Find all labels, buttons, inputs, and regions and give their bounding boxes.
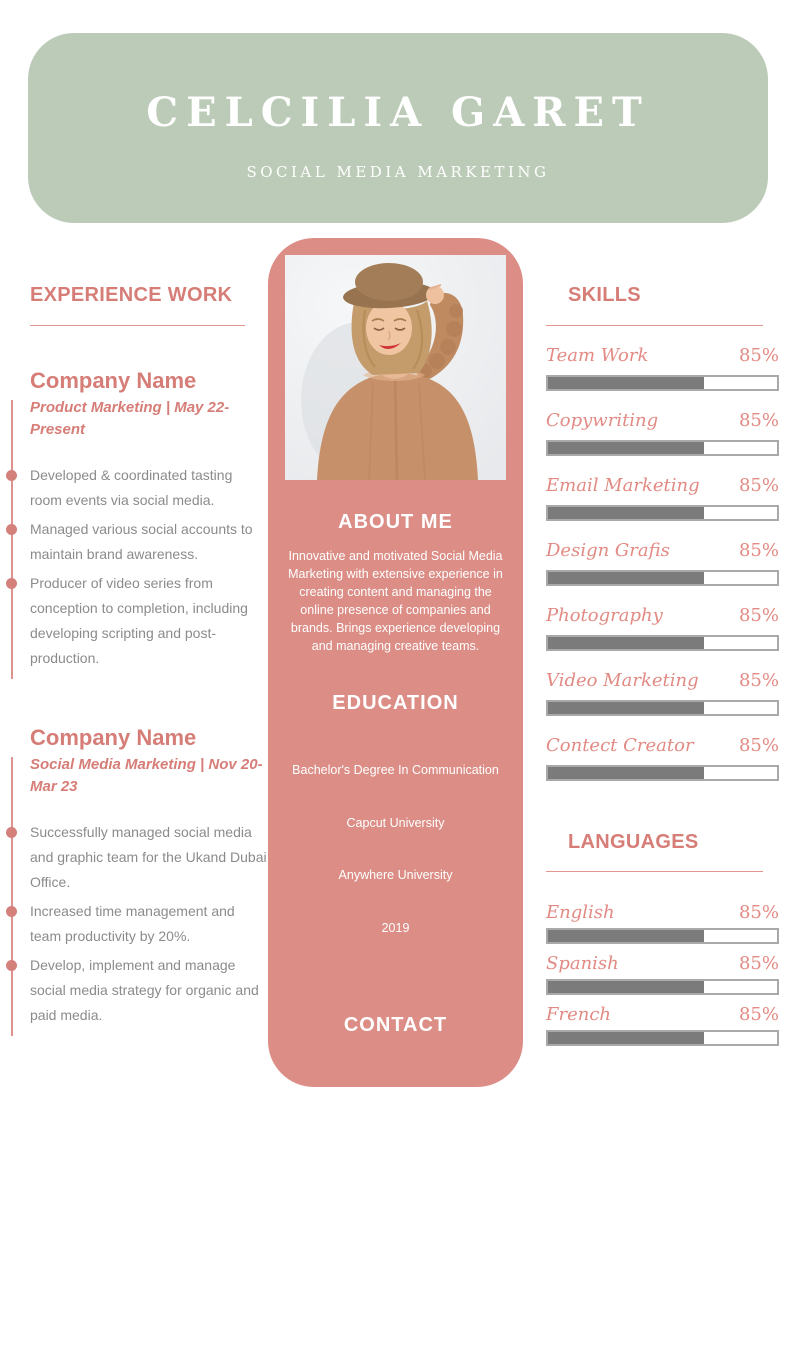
skill-bar bbox=[546, 440, 779, 456]
experience-heading: EXPERIENCE WORK bbox=[30, 284, 233, 306]
language-name: French bbox=[546, 1004, 612, 1025]
experience-divider bbox=[30, 325, 245, 326]
contact-address-line: Anywhere City, ST 1234 bbox=[328, 1295, 463, 1309]
skill-percent: 85% bbox=[738, 735, 779, 756]
skill-item bbox=[546, 669, 779, 716]
skill-bar bbox=[546, 765, 779, 781]
skill-bar-fill bbox=[548, 572, 704, 584]
contact-lines bbox=[268, 1049, 523, 1347]
education-line: 2019 bbox=[381, 920, 410, 935]
job-entry bbox=[0, 368, 268, 685]
language-item bbox=[546, 902, 779, 944]
skill-item bbox=[546, 604, 779, 651]
bullet-item: Develop, implement and manage social media strategy for organic and paid media. bbox=[30, 953, 268, 1028]
bullet-item: Increased time management and team productivity by 20%. bbox=[30, 899, 268, 949]
profile-card bbox=[268, 238, 523, 1309]
education-heading: EDUCATION bbox=[332, 692, 459, 714]
language-percent: 85% bbox=[738, 1004, 779, 1025]
header-banner bbox=[28, 33, 768, 223]
bullet-item: Managed various social accounts to maintain brand awareness. bbox=[30, 517, 268, 567]
timeline-line bbox=[11, 757, 13, 1036]
language-item bbox=[546, 1004, 779, 1046]
contact-email: hello@capcut.com bbox=[343, 1137, 447, 1152]
language-item bbox=[546, 953, 779, 995]
language-bar-fill bbox=[548, 1032, 704, 1044]
skill-name: Video Marketing bbox=[546, 670, 699, 691]
education-lines bbox=[268, 727, 523, 972]
skill-percent: 85% bbox=[738, 475, 779, 496]
language-bar-fill bbox=[548, 981, 704, 993]
skill-bar-fill bbox=[548, 767, 704, 779]
skill-percent: 85% bbox=[738, 410, 779, 431]
job-meta: Social Media Marketing | Nov 20-Mar 23 bbox=[30, 756, 263, 795]
skill-percent: 85% bbox=[738, 605, 779, 626]
education-line: Bachelor's Degree In Communication bbox=[292, 763, 499, 777]
contact-address-line: 123 Anywhere St., bbox=[344, 1242, 447, 1257]
contact-phone: +123 456 789 bbox=[355, 1085, 436, 1099]
skill-bar bbox=[546, 375, 779, 391]
experience-section bbox=[0, 283, 268, 1042]
contact-heading: CONTACT bbox=[343, 1014, 448, 1036]
skills-divider bbox=[546, 325, 763, 326]
bullet-item: Developed & coordinated tasting room events via social media. bbox=[30, 463, 268, 513]
skill-bar bbox=[546, 635, 779, 651]
skill-bar-fill bbox=[548, 702, 704, 714]
skill-bar bbox=[546, 505, 779, 521]
skill-bar-fill bbox=[548, 377, 704, 389]
skill-item bbox=[546, 409, 779, 456]
languages-heading: LANGUAGES bbox=[568, 831, 699, 853]
language-percent: 85% bbox=[738, 902, 779, 923]
skill-name: Photography bbox=[546, 605, 663, 626]
company-name: Company Name bbox=[30, 725, 197, 750]
job-bullet-list bbox=[30, 463, 268, 671]
education-line: Capcut University bbox=[346, 815, 445, 830]
language-bar bbox=[546, 1030, 779, 1046]
job-bullet-list bbox=[30, 820, 268, 1028]
portrait-illustration bbox=[285, 255, 506, 480]
languages-section bbox=[546, 830, 779, 1046]
skill-name: Contect Creator bbox=[546, 735, 694, 756]
bullet-item: Successfully managed social media and graphic team for the Ukand Dubai Office. bbox=[30, 820, 268, 895]
skill-bar-fill bbox=[548, 507, 704, 519]
skill-name: Email Marketing bbox=[546, 475, 700, 496]
skills-heading: SKILLS bbox=[568, 284, 641, 306]
skill-item bbox=[546, 734, 779, 781]
skill-percent: 85% bbox=[738, 670, 779, 691]
skill-bar bbox=[546, 700, 779, 716]
language-bar-fill bbox=[548, 930, 704, 942]
skill-bar-fill bbox=[548, 637, 704, 649]
skill-item bbox=[546, 539, 779, 586]
skill-percent: 85% bbox=[738, 345, 779, 366]
skill-name: Copywriting bbox=[546, 410, 659, 431]
about-heading: ABOUT ME bbox=[338, 511, 453, 533]
job-entry bbox=[0, 725, 268, 1042]
about-text: Innovative and motivated Social Media Marketing with extensive experience in creating content and managing the online presence of companies and brands. Brings experience developing and managing creative teams. bbox=[288, 549, 503, 653]
skill-bar bbox=[546, 570, 779, 586]
education-line: Anywhere University bbox=[338, 868, 453, 882]
name-title: CELCILIA GARET bbox=[146, 89, 650, 136]
contact-handle: @capcut bbox=[370, 1190, 421, 1204]
role-subtitle: SOCIAL MEDIA MARKETING bbox=[246, 163, 550, 181]
skill-name: Design Grafis bbox=[546, 540, 670, 561]
language-bar bbox=[546, 928, 779, 944]
languages-divider bbox=[546, 871, 763, 872]
bullet-item: Producer of video series from conception to completion, including developing scripting and post-production. bbox=[30, 571, 268, 671]
language-percent: 85% bbox=[738, 953, 779, 974]
skill-name: Team Work bbox=[546, 345, 649, 366]
portrait-photo bbox=[285, 255, 506, 480]
skill-percent: 85% bbox=[738, 540, 779, 561]
skills-section bbox=[546, 283, 779, 781]
skill-item bbox=[546, 474, 779, 521]
job-meta: Product Marketing | May 22-Present bbox=[30, 399, 230, 438]
language-bar bbox=[546, 979, 779, 995]
timeline-line bbox=[11, 400, 13, 679]
company-name: Company Name bbox=[30, 368, 197, 393]
language-name: Spanish bbox=[546, 953, 619, 974]
skill-item bbox=[546, 344, 779, 391]
language-name: English bbox=[546, 902, 615, 923]
skill-bar-fill bbox=[548, 442, 704, 454]
